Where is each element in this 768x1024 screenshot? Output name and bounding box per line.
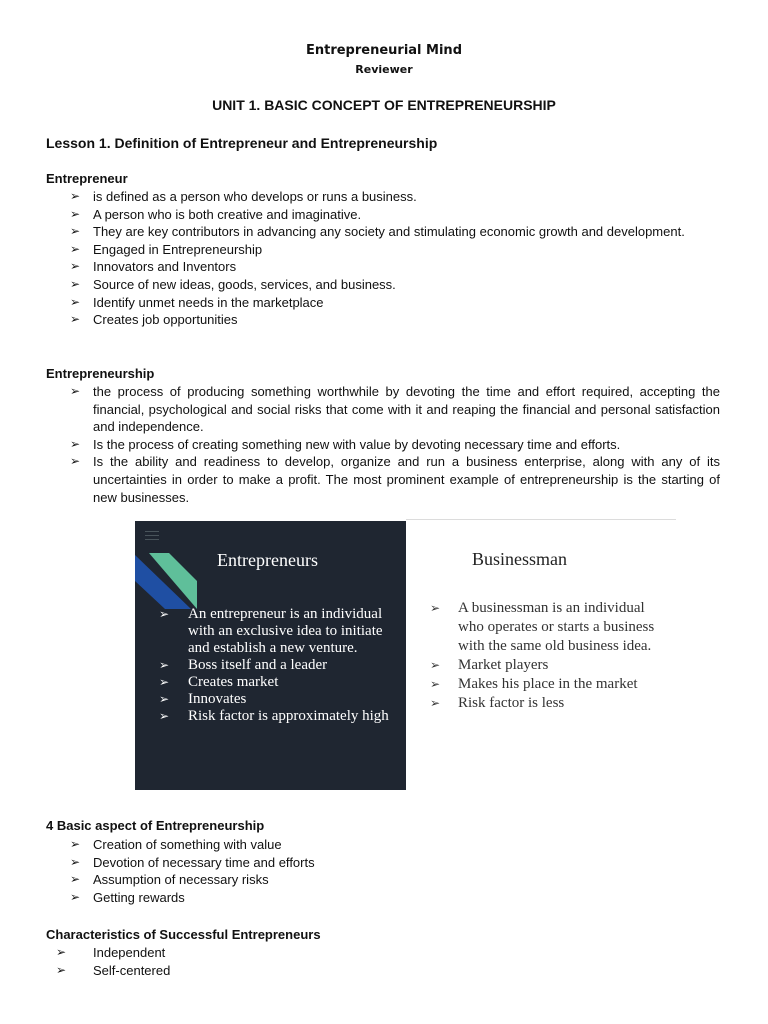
list-item-text: An entrepreneur is an individual with an exclusive idea to initiate and establish a new venture. bbox=[188, 606, 383, 656]
arrow-bullet-icon: ➢ bbox=[70, 276, 81, 291]
list-item bbox=[70, 871, 713, 889]
list-item-text: A businessman is an individual who operates or starts a business with the same old business idea. bbox=[458, 600, 655, 654]
list-item-text: Makes his place in the market bbox=[458, 676, 638, 692]
list-item-text: Independent bbox=[93, 945, 166, 960]
list-item bbox=[159, 606, 399, 657]
arrow-bullet-icon: ➢ bbox=[430, 658, 441, 672]
arrow-bullet-icon: ➢ bbox=[70, 224, 81, 239]
list-item bbox=[70, 276, 725, 294]
arrow-bullet-icon: ➢ bbox=[56, 945, 67, 959]
arrow-bullet-icon: ➢ bbox=[70, 294, 81, 309]
document-title: Entrepreneurial Mind bbox=[305, 43, 462, 58]
arrow-bullet-icon: ➢ bbox=[70, 312, 81, 327]
document-subtitle: Reviewer bbox=[355, 63, 413, 76]
arrow-bullet-icon: ➢ bbox=[70, 872, 81, 887]
list-item bbox=[159, 657, 399, 674]
entrepreneur-list bbox=[70, 188, 725, 329]
list-item bbox=[70, 258, 725, 276]
aspects-list bbox=[70, 836, 713, 906]
list-item-text: Is the process of creating something new with value by devoting necessary time and efforts. bbox=[93, 436, 621, 452]
arrow-bullet-icon: ➢ bbox=[70, 241, 81, 256]
arrow-bullet-icon: ➢ bbox=[70, 837, 81, 851]
arrow-bullet-icon: ➢ bbox=[159, 692, 170, 706]
entrepreneur-heading: Entrepreneur bbox=[46, 171, 128, 186]
menu-icon bbox=[145, 531, 159, 541]
entrepreneurs-title: Entrepreneurs bbox=[217, 550, 318, 570]
list-item bbox=[159, 691, 399, 708]
list-item-text: Innovators and Inventors bbox=[93, 259, 237, 275]
arrow-bullet-icon: ➢ bbox=[70, 889, 81, 904]
list-item-text: A person who is both creative and imaginative. bbox=[93, 206, 362, 222]
arrow-bullet-icon: ➢ bbox=[159, 675, 170, 689]
aspects-heading: 4 Basic aspect of Entrepreneurship bbox=[46, 818, 265, 833]
list-item-text: Risk factor is less bbox=[458, 695, 565, 711]
arrow-bullet-icon: ➢ bbox=[430, 696, 441, 710]
list-item-text: Getting rewards bbox=[93, 889, 185, 905]
list-item bbox=[430, 599, 670, 656]
businessman-panel bbox=[406, 519, 676, 791]
businessman-title: Businessman bbox=[472, 549, 568, 569]
list-item bbox=[56, 962, 713, 980]
businessman-list bbox=[430, 599, 670, 713]
list-item bbox=[70, 294, 725, 312]
list-item bbox=[159, 674, 399, 691]
arrow-bullet-icon: ➢ bbox=[159, 709, 170, 723]
characteristics-list bbox=[56, 944, 713, 979]
list-item-text: Engaged in Entrepreneurship bbox=[93, 241, 263, 257]
list-item bbox=[430, 656, 670, 675]
arrow-bullet-icon: ➢ bbox=[430, 601, 441, 615]
list-item bbox=[70, 383, 720, 436]
list-item bbox=[70, 436, 720, 454]
list-item-text: the process of producing something worthwhile by devoting the time and effort required, accepting the financial, psychological and social risks that come with it and reaping the financial and personal satisfaction and independence. bbox=[93, 384, 720, 435]
list-item-text: Boss itself and a leader bbox=[188, 657, 328, 673]
entrepreneurship-heading: Entrepreneurship bbox=[46, 366, 155, 381]
arrow-bullet-icon: ➢ bbox=[70, 384, 81, 398]
list-item bbox=[56, 944, 713, 962]
list-item-text: Self-centered bbox=[93, 962, 171, 978]
comparison-figure bbox=[135, 519, 676, 790]
list-item-text: Innovates bbox=[188, 691, 247, 707]
arrow-bullet-icon: ➢ bbox=[159, 658, 170, 672]
entrepreneurs-list bbox=[159, 606, 399, 725]
list-item-text: Creates market bbox=[188, 674, 279, 690]
list-item bbox=[70, 889, 713, 907]
list-item-text: Source of new ideas, goods, services, and business. bbox=[93, 276, 396, 292]
list-item-text: Devotion of necessary time and efforts bbox=[93, 854, 315, 870]
list-item bbox=[159, 708, 399, 725]
arrow-bullet-icon: ➢ bbox=[159, 607, 170, 621]
list-item-text: is defined as a person who develops or runs a business. bbox=[93, 189, 417, 204]
characteristics-heading: Characteristics of Successful Entrepreneurs bbox=[46, 927, 321, 942]
arrow-bullet-icon: ➢ bbox=[70, 259, 81, 274]
list-item bbox=[70, 241, 725, 259]
list-item-text: Is the ability and readiness to develop, organize and run a business enterprise, along with any of its uncertainties in order to make a profit. The most prominent example of entrepreneurship is the starting of new businesses. bbox=[93, 454, 720, 505]
list-item-text: Risk factor is approximately high bbox=[188, 708, 389, 724]
arrow-bullet-icon: ➢ bbox=[70, 206, 81, 221]
list-item-text: Creation of something with value bbox=[93, 837, 282, 852]
list-item bbox=[70, 188, 725, 206]
list-item bbox=[70, 836, 713, 854]
list-item bbox=[430, 675, 670, 694]
arrow-bullet-icon: ➢ bbox=[70, 189, 81, 203]
entrepreneurs-panel bbox=[135, 521, 406, 790]
list-item bbox=[70, 223, 725, 241]
list-item-text: Creates job opportunities bbox=[93, 312, 238, 328]
arrow-bullet-icon: ➢ bbox=[70, 454, 81, 469]
list-item bbox=[70, 854, 713, 872]
arrow-bullet-icon: ➢ bbox=[70, 436, 81, 451]
list-item bbox=[430, 694, 670, 713]
arrow-bullet-icon: ➢ bbox=[70, 854, 81, 869]
arrow-bullet-icon: ➢ bbox=[56, 962, 67, 977]
entrepreneurship-list bbox=[70, 383, 720, 506]
list-item-text: They are key contributors in advancing any society and stimulating economic growth and development. bbox=[93, 224, 685, 240]
list-item bbox=[70, 311, 725, 329]
list-item-text: Identify unmet needs in the marketplace bbox=[93, 294, 324, 310]
list-item-text: Assumption of necessary risks bbox=[93, 872, 269, 888]
arrow-bullet-icon: ➢ bbox=[430, 677, 441, 691]
unit-title: UNIT 1. BASIC CONCEPT OF ENTREPRENEURSHIP bbox=[212, 97, 556, 113]
lesson-title: Lesson 1. Definition of Entrepreneur and Entrepreneurship bbox=[46, 135, 438, 151]
list-item bbox=[70, 206, 725, 224]
list-item-text: Market players bbox=[458, 657, 549, 673]
list-item bbox=[70, 453, 720, 506]
